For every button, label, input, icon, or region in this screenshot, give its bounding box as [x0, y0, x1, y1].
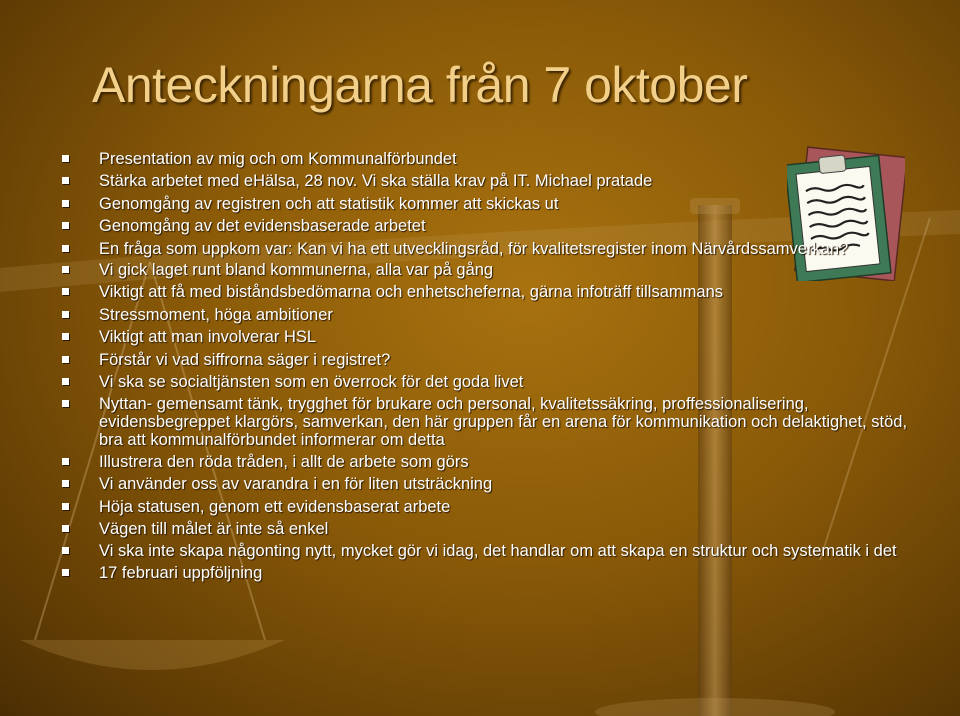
- list-item: [62, 195, 912, 213]
- bullet-text: Genomgång av registren och att statistik kommer att skickas ut: [99, 194, 559, 213]
- square-bullet-icon: [62, 356, 69, 363]
- bullet-text: Viktigt att man involverar HSL: [99, 328, 317, 347]
- bullet-text: Vi ska inte skapa någonting nytt, mycket gör vi idag, det handlar om att skapa en struktur och systematik i det: [99, 542, 897, 561]
- list-item: [62, 498, 912, 516]
- square-bullet-icon: [62, 311, 69, 318]
- list-item: [62, 240, 912, 258]
- square-bullet-icon: [62, 480, 69, 487]
- square-bullet-icon: [62, 547, 69, 554]
- list-item: [62, 306, 912, 324]
- bullet-text: Vi gick laget runt bland kommunerna, alla var på gång: [99, 261, 494, 280]
- square-bullet-icon: [62, 245, 69, 252]
- list-item: [62, 520, 912, 538]
- bullet-text: Höja statusen, genom ett evidensbaserat arbete: [99, 497, 451, 516]
- list-item: [62, 395, 912, 449]
- bullet-text: Vi använder oss av varandra i en för liten utsträckning: [99, 475, 493, 494]
- bullet-text: Genomgång av det evidensbaserade arbetet: [99, 217, 426, 236]
- square-bullet-icon: [62, 155, 69, 162]
- bullet-text: Stressmoment, höga ambitioner: [99, 305, 333, 324]
- square-bullet-icon: [62, 333, 69, 340]
- list-item: [62, 475, 912, 493]
- bullet-text: Förstår vi vad siffrorna säger i registret?: [99, 350, 391, 369]
- list-item: [62, 351, 912, 369]
- square-bullet-icon: [62, 400, 69, 407]
- list-item: [62, 453, 912, 471]
- bullet-text: Vi ska se socialtjänsten som en överrock för det goda livet: [99, 373, 524, 392]
- list-item: [62, 150, 912, 168]
- square-bullet-icon: [62, 569, 69, 576]
- square-bullet-icon: [62, 266, 69, 273]
- list-item: [62, 328, 912, 346]
- list-item: [62, 283, 912, 301]
- list-item: [62, 172, 912, 190]
- list-item: [62, 564, 912, 582]
- bullet-text: Presentation av mig och om Kommunalförbundet: [99, 150, 457, 168]
- bullet-text: 17 februari uppföljning: [99, 563, 263, 582]
- list-item: [62, 542, 912, 560]
- bullet-text: Vägen till målet är inte så enkel: [99, 520, 329, 539]
- bullet-text: En fråga som uppkom var: Kan vi ha ett utvecklingsråd, för kvalitetsregister inom Närvårdssamverkan?: [99, 239, 849, 258]
- square-bullet-icon: [62, 177, 69, 184]
- square-bullet-icon: [62, 200, 69, 207]
- square-bullet-icon: [62, 503, 69, 510]
- bullet-text: Stärka arbetet med eHälsa, 28 nov. Vi ska ställa krav på IT. Michael pratade: [99, 172, 653, 191]
- square-bullet-icon: [62, 222, 69, 229]
- square-bullet-icon: [62, 525, 69, 532]
- square-bullet-icon: [62, 378, 69, 385]
- list-item: [62, 217, 912, 235]
- square-bullet-icon: [62, 458, 69, 465]
- bullet-text: Illustrera den röda tråden, i allt de arbete som görs: [99, 452, 469, 471]
- square-bullet-icon: [62, 288, 69, 295]
- bullet-text: Viktigt att få med biståndsbedömarna och enhetscheferna, gärna infoträff tillsammans: [99, 283, 723, 302]
- list-item: [62, 261, 912, 279]
- slide-title: Anteckningarna från 7 oktober: [92, 57, 748, 113]
- bullet-text: Nyttan- gemensamt tänk, trygghet för brukare och personal, kvalitetssäkring, proffessionalisering, evidensbegreppet klargörs, samverkan, den här gruppen får en arena för kommunikation och delaktighet, stöd, bra att kommunalförbundet informerar om detta: [99, 395, 908, 450]
- bullet-list: [62, 150, 912, 586]
- list-item: [62, 373, 912, 391]
